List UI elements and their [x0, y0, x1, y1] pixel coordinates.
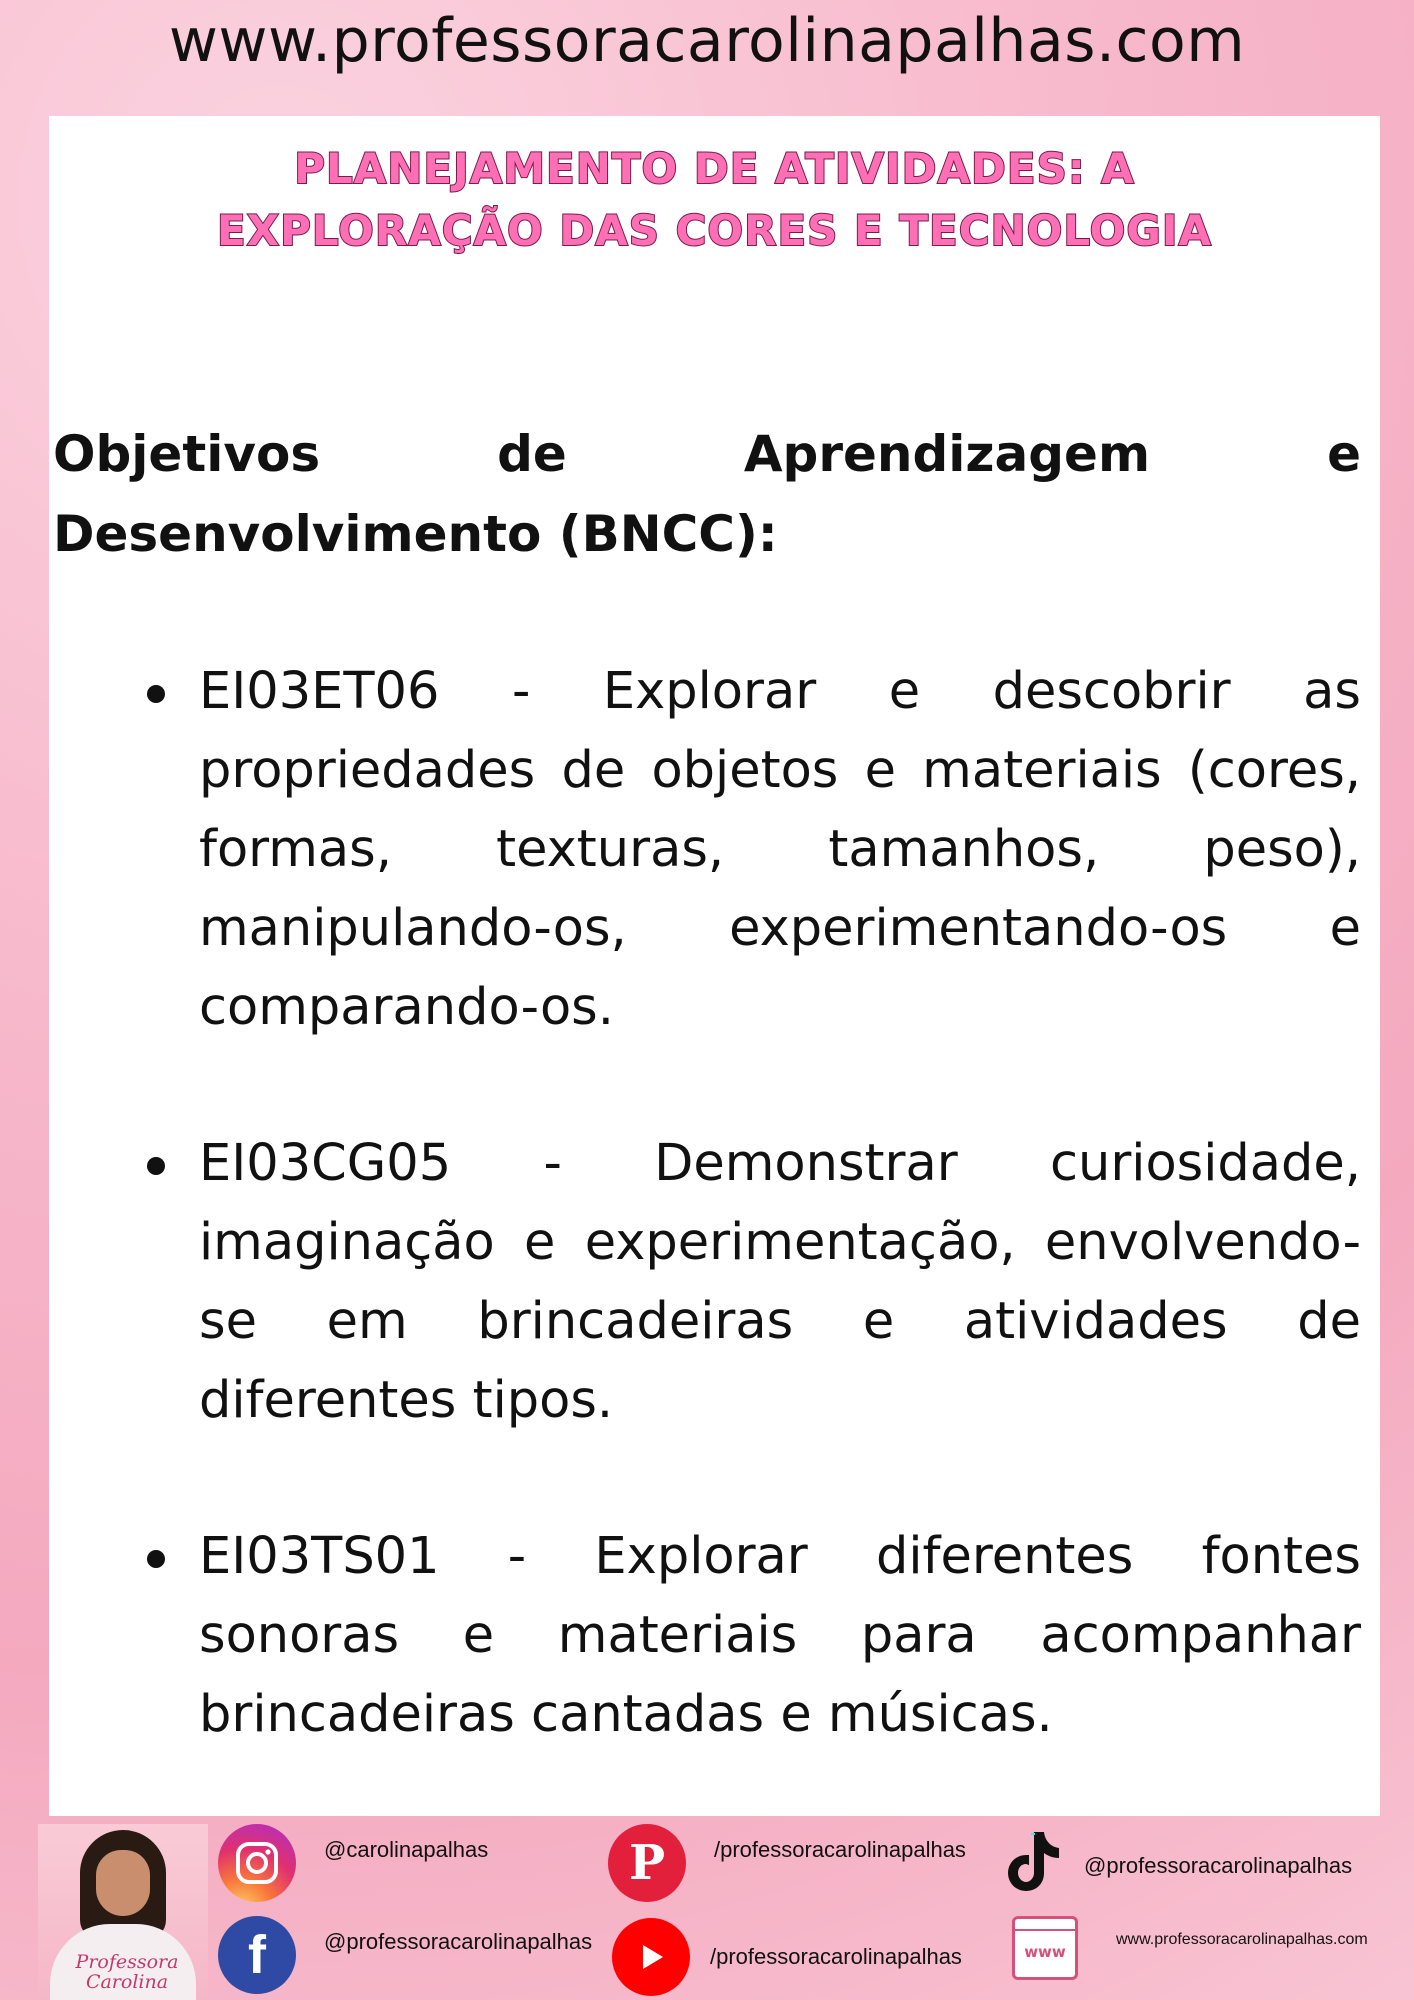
website-url[interactable]: www.professoracarolinapalhas.com: [1116, 1931, 1368, 1948]
author-photo: [38, 1824, 208, 2000]
list-item: [103, 1517, 1361, 1754]
objective-text: EI03TS01 - Explorar diferentes fontes sonoras e materiais para acompanhar brincadeiras cantadas e músicas.: [199, 1527, 1361, 1744]
tiktok-link[interactable]: [1002, 1822, 1352, 1900]
tiktok-icon[interactable]: [1002, 1822, 1064, 1900]
facebook-handle[interactable]: @professoracarolinapalhas: [324, 1929, 593, 1954]
objective-text: EI03ET06 - Explorar e descobrir as propriedades de objetos e materiais (cores, formas, texturas, tamanhos, peso), manipulando-os, experimentando-os e comparando-os.: [199, 662, 1361, 1037]
title-line-1: PLANEJAMENTO DE ATIVIDADES: A: [294, 144, 1135, 193]
website-link[interactable]: [1012, 1916, 1368, 1980]
pinterest-link[interactable]: [608, 1824, 966, 1902]
list-item: [103, 652, 1361, 1047]
instagram-link[interactable]: [218, 1824, 488, 1902]
site-url-header[interactable]: www.professoracarolinapalhas.com: [168, 6, 1246, 76]
document-card: [49, 116, 1380, 1816]
photo-logo: Professora Carolina: [75, 1951, 179, 1993]
bullet-icon: [147, 1550, 165, 1568]
objectives-heading: Objetivos de Aprendizagem e Desenvolvimento (BNCC):: [53, 425, 1361, 563]
website-icon[interactable]: www: [1012, 1916, 1078, 1980]
objective-text: EI03CG05 - Demonstrar curiosidade, imaginação e experimentação, envolvendo-se em brincadeiras e atividades de diferentes tipos.: [199, 1134, 1361, 1430]
footer: [0, 1816, 1414, 2000]
bullet-icon: [147, 1157, 165, 1175]
tiktok-handle[interactable]: @professoracarolinapalhas: [1084, 1853, 1353, 1878]
youtube-link[interactable]: [612, 1918, 962, 1996]
pinterest-icon[interactable]: P: [608, 1824, 686, 1902]
instagram-handle[interactable]: @carolinapalhas: [324, 1837, 489, 1862]
list-item: [103, 1124, 1361, 1440]
page-title: [49, 138, 1380, 262]
youtube-handle[interactable]: /professoracarolinapalhas: [710, 1944, 962, 1969]
pinterest-handle[interactable]: /professoracarolinapalhas: [714, 1837, 966, 1862]
facebook-link[interactable]: [218, 1916, 592, 1994]
objectives-list: [103, 652, 1361, 1754]
facebook-icon[interactable]: f: [218, 1916, 296, 1994]
instagram-icon[interactable]: [218, 1824, 296, 1902]
youtube-icon[interactable]: [612, 1918, 690, 1996]
title-line-2: EXPLORAÇÃO DAS CORES E TECNOLOGIA: [217, 206, 1212, 255]
bullet-icon: [147, 685, 165, 703]
